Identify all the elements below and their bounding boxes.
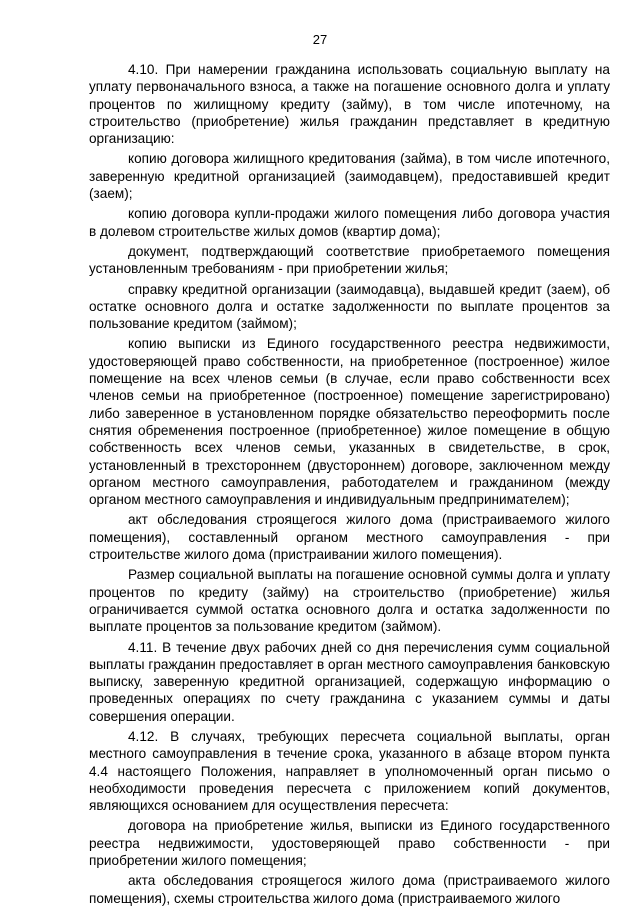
list-item-compliance-document: документ, подтверждающий соответствие приобретаемого помещения установленным требованиям - при приобретении жилья; [89, 243, 610, 277]
page-number: 27 [312, 32, 328, 47]
paragraph-4-10: 4.10. При намерении гражданина использовать социальную выплату на уплату первоначального взноса, а также на погашение основного долга и уплату процентов по жилищному кредиту (займу), в том числе ипотечному, на строительство (приобретение) жилья гражданин представляет в кредитную организацию: [89, 62, 610, 147]
document-body [89, 61, 610, 907]
list-item-loan-agreement: копию договора жилищного кредитования (займа), в том числе ипотечного, заверенную кредитной организацией (заимодавцем), предоставившей кредит (заем); [89, 151, 610, 202]
paragraph-4-11: 4.11. В течение двух рабочих дней со дня перечисления сумм социальной выплаты гражданин предоставляет в орган местного самоуправления банковскую выписку, заверенную кредитной организацией, содержащую информацию о проведенных операциях по счету гражданина с указанием суммы и даты совершения операции. [89, 639, 610, 724]
paragraph-payment-limit: Размер социальной выплаты на погашение основной суммы долга и уплату процентов по кредиту (займу) на строительство (приобретение) жилья ограничивается суммой остатка основного долга и остатка задолженности по выплате процентов за пользование кредитом (займом). [89, 567, 610, 635]
paragraph-4-12: 4.12. В случаях, требующих пересчета социальной выплаты, орган местного самоуправления в течение срока, указанного в абзаце втором пункта 4.4 настоящего Положения, направляет в уполномоченный орган письмо о необходимости проведения пересчета с приложением копий документов, являющихся основанием для осуществления пересчета: [89, 728, 610, 814]
list-item-credit-certificate: справку кредитной организации (заимодавца), выдавшей кредит (заем), об остатке основного долга и остатке задолженности по выплате процентов за пользование кредитом (займом); [89, 281, 610, 332]
list-item-purchase-agreement: копию договора купли-продажи жилого помещения либо договора участия в долевом строительстве жилых домов (квартир дома); [89, 206, 610, 239]
list-item-registry-extract: копию выписки из Единого государственного реестра недвижимости, удостоверяющей право собственности, на приобретенное (построенное) жилое помещение на всех членов семьи (в случае, если право собственности всех членов семьи на приобретенное (построенное) помещение зарегистрировано) либо заверенное в установленном порядке обязательство переоформить после снятия обременения построенное (приобретенное) жилое помещение в общую собственность всех членов семьи, указанных в свидетельстве, в срок, установленный в трехстороннем (двустороннем) договоре, заключенном между органом местного самоуправления, работодателем и гражданином (между органом местного самоуправления и индивидуальным предпринимателем); [89, 336, 610, 508]
list-item-inspection-act: акт обследования строящегося жилого дома (пристраиваемого жилого помещения), составленный органом местного самоуправления - при строительстве жилого дома (пристраивании жилого помещения). [89, 512, 610, 563]
list-item-purchase-contract: договора на приобретение жилья, выписки из Единого государственного реестра недвижимости, удостоверяющей право собственности - при приобретении жилого помещения; [89, 818, 610, 869]
list-item-inspection-act-continued: акта обследования строящегося жилого дома (пристраиваемого жилого помещения), схемы строительства жилого дома (пристраиваемого жилого [89, 873, 610, 906]
